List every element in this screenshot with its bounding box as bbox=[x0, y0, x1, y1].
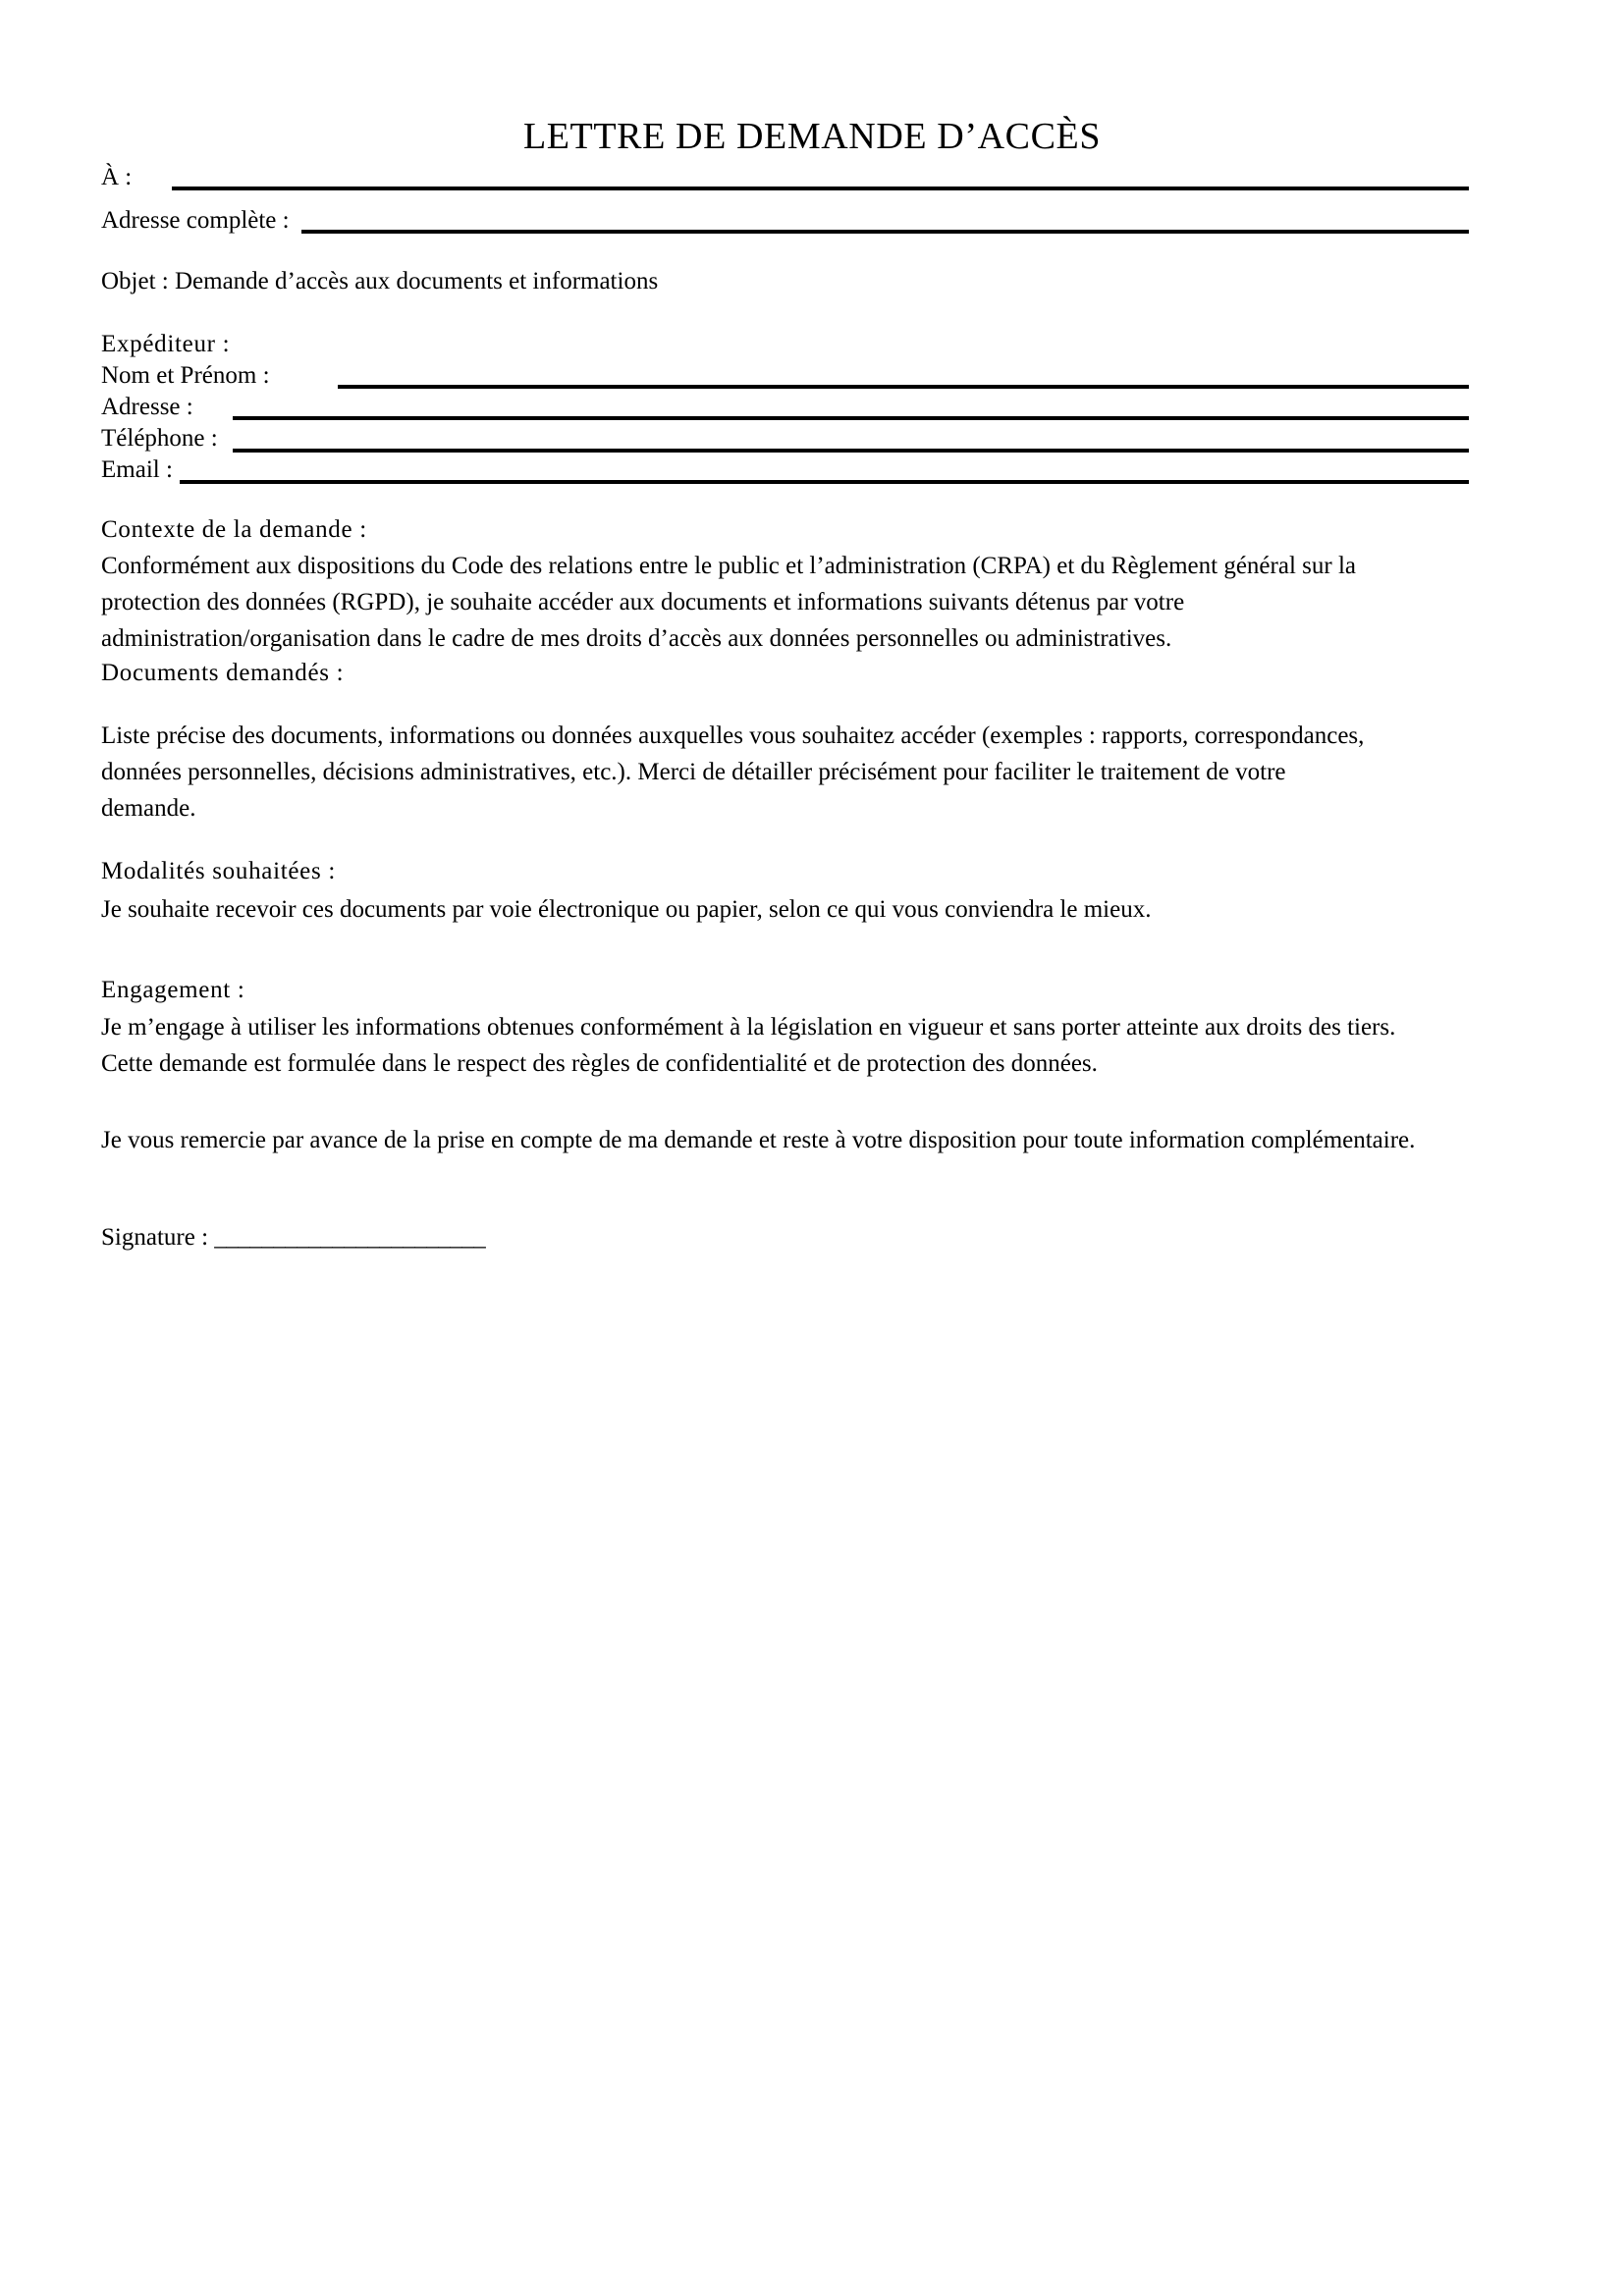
section-body-modalites: Je souhaite recevoir ces documents par voie électronique ou papier, selon ce qui vous conviendra le mieux. bbox=[101, 896, 1152, 923]
section-heading-documents: Documents demandés : bbox=[101, 660, 345, 686]
closing-paragraph: Je vous remercie par avance de la prise en compte de ma demande et reste à votre disposition pour toute information complémentaire. bbox=[101, 1127, 1416, 1153]
sender-heading: Expéditeur : bbox=[101, 331, 231, 357]
recipient-address-label: Adresse complète : bbox=[101, 207, 290, 234]
recipient-to-fill-line[interactable] bbox=[172, 187, 1469, 190]
section-heading-engagement: Engagement : bbox=[101, 977, 245, 1003]
sender-phone-fill-line[interactable] bbox=[233, 449, 1469, 453]
signature-label: Signature : bbox=[101, 1224, 209, 1251]
subject-line: Objet : Demande d’accès aux documents et informations bbox=[101, 268, 659, 294]
sender-address-fill-line[interactable] bbox=[233, 416, 1469, 420]
recipient-address-fill-line[interactable] bbox=[301, 230, 1469, 234]
signature-blank-line[interactable]: _______________________ bbox=[214, 1224, 486, 1251]
sender-email-fill-line[interactable] bbox=[180, 480, 1469, 484]
recipient-to-label: À : bbox=[101, 164, 133, 190]
section-body-documents: Liste précise des documents, informations ou données auxquelles vous souhaitez accéder (exemples : rapports, correspondances, données personnelles, décisions administratives, etc.). Merci de détailler précisément pour faciliter le traitement de votre demande. bbox=[101, 722, 1365, 822]
sender-phone-label: Téléphone : bbox=[101, 425, 218, 452]
sender-address-label: Adresse : bbox=[101, 394, 193, 420]
signature-row bbox=[101, 1225, 485, 1250]
section-body-contexte: Conformément aux dispositions du Code des relations entre le public et l’administration (CRPA) et du Règlement général sur la protection des données (RGPD), je souhaite accéder aux documents et informations suivants détenus par votre administration/organisation dans le cadre de mes droits d’accès aux données personnelles ou administratives. bbox=[101, 553, 1356, 652]
sender-email-label: Email : bbox=[101, 456, 173, 483]
sender-name-fill-line[interactable] bbox=[338, 385, 1469, 389]
page-title: LETTRE DE DEMANDE D’ACCÈS bbox=[522, 116, 1102, 157]
section-heading-modalites: Modalités souhaitées : bbox=[101, 858, 336, 884]
section-body-engagement: Je m’engage à utiliser les informations obtenues conformément à la législation en vigueur et sans porter atteinte aux droits des tiers. Cette demande est formulée dans le respect des règles de confidentialité et de protection des données. bbox=[101, 1014, 1396, 1077]
sender-name-label: Nom et Prénom : bbox=[101, 362, 270, 389]
section-heading-contexte: Contexte de la demande : bbox=[101, 516, 367, 543]
